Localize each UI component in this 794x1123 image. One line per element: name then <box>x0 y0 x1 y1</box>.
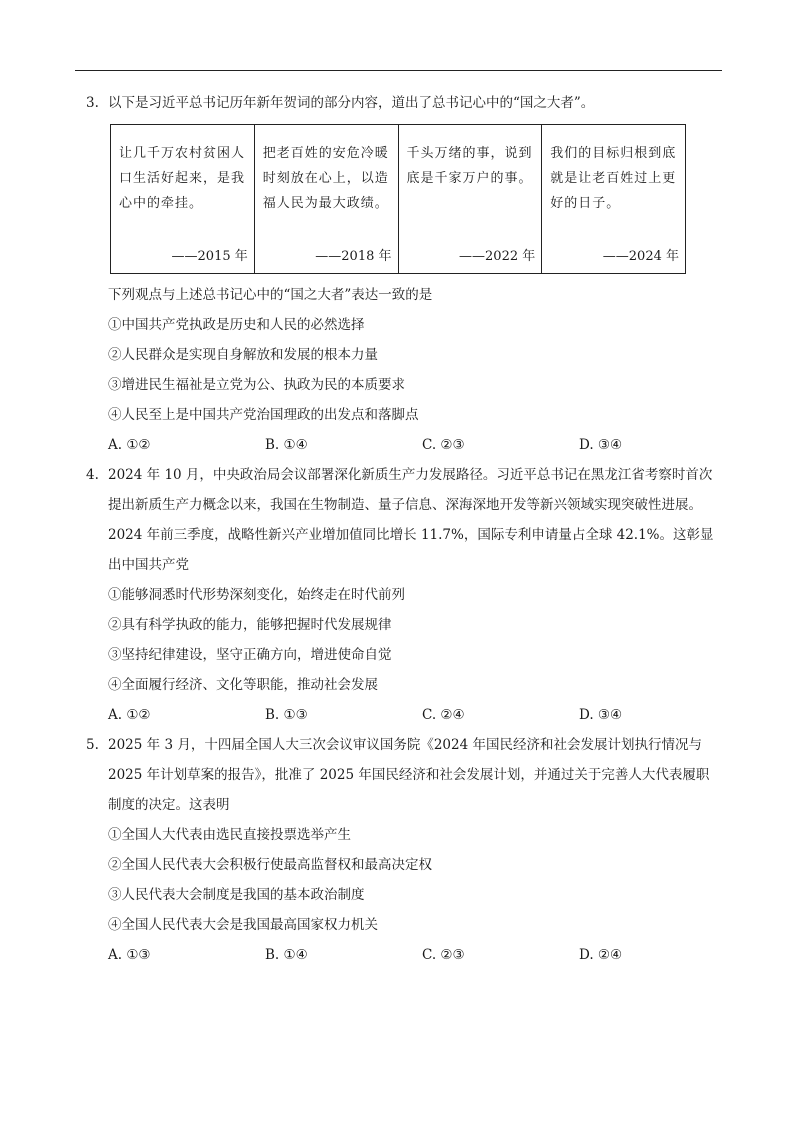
statement-4: ④人民至上是中国共产党治国理政的出发点和落脚点 <box>108 407 419 423</box>
option-c[interactable]: C. ②③ <box>422 947 465 963</box>
quote-cell: 让几千万农村贫困人口生活好起来，是我心中的牵挂。 ——2015 年 <box>111 125 255 274</box>
option-b[interactable]: B. ①③ <box>265 707 308 723</box>
quote-year: ——2022 年 <box>459 249 536 264</box>
question-number: 3. <box>86 95 99 111</box>
statement-2: ②人民群众是实现自身解放和发展的根本力量 <box>108 347 378 363</box>
quote-year: ——2018 年 <box>315 249 392 264</box>
header-rule <box>75 70 722 71</box>
option-b[interactable]: B. ①④ <box>265 947 308 963</box>
question-stem: 3. 以下是习近平总书记历年新年贺词的部分内容，道出了总书记心中的“国之大者”。 <box>86 88 716 118</box>
statement-3: ③人民代表大会制度是我国的基本政治制度 <box>108 887 365 903</box>
statement-1: ①能够洞悉时代形势深刻变化，始终走在时代前列 <box>108 587 405 603</box>
statement-3: ③增进民生福祉是立党为公、执政为民的本质要求 <box>108 377 405 393</box>
question-number: 4. <box>86 467 99 483</box>
question-number: 5. <box>86 737 99 753</box>
statement-4: ④全面履行经济、文化等职能，推动社会发展 <box>108 677 378 693</box>
option-c[interactable]: C. ②④ <box>422 707 465 723</box>
quote-year: ——2015 年 <box>171 249 248 264</box>
statement-2: ②全国人民代表大会积极行使最高监督权和最高决定权 <box>108 857 432 873</box>
question-stem: 4. 2024 年 10 月，中央政治局会议部署深化新质生产力发展路径。习近平总书记在黑龙江省考察时首次提出新质生产力概念以来，我国在生物制造、量子信息、深海深地开发等新兴领域实现突破性进展。2024 年前三季度，战略性新兴产业增加值同比增长 11.7%，国际专利申请量占全球 42.1%。这彰显出中国共产党 <box>86 460 716 580</box>
question-5 <box>86 730 716 970</box>
quote-cell: 千头万绪的事，说到底是千家万户的事。 ——2022 年 <box>398 125 542 274</box>
option-d[interactable]: D. ②④ <box>579 947 623 963</box>
quote-cell: 我们的目标归根到底就是让老百姓过上更好的日子。 ——2024 年 <box>542 125 686 274</box>
question-4 <box>86 460 716 730</box>
question-ask: 下列观点与上述总书记心中的“国之大者”表达一致的是 <box>108 287 433 303</box>
statement-2: ②具有科学执政的能力，能够把握时代发展规律 <box>108 617 392 633</box>
option-d[interactable]: D. ③④ <box>579 437 623 453</box>
exam-content <box>86 88 716 970</box>
option-b[interactable]: B. ①④ <box>265 437 308 453</box>
question-stem: 5. 2025 年 3 月，十四届全国人大三次会议审议国务院《2024 年国民经济和社会发展计划执行情况与 2025 年计划草案的报告》，批准了 2025 年国民经济和社会发展计划，并通过关于完善人大代表履职制度的决定。这表明 <box>86 730 716 820</box>
option-a[interactable]: A. ①③ <box>108 947 151 963</box>
statement-1: ①中国共产党执政是历史和人民的必然选择 <box>108 317 365 333</box>
answer-options <box>108 940 716 970</box>
quote-table <box>110 124 686 274</box>
answer-options <box>108 700 716 730</box>
option-a[interactable]: A. ①② <box>108 707 151 723</box>
quote-cell: 把老百姓的安危冷暖时刻放在心上，以造福人民为最大政绩。 ——2018 年 <box>254 125 398 274</box>
statement-4: ④全国人民代表大会是我国最高国家权力机关 <box>108 917 378 933</box>
option-d[interactable]: D. ③④ <box>579 707 623 723</box>
quote-year: ——2024 年 <box>602 249 679 264</box>
option-a[interactable]: A. ①② <box>108 437 151 453</box>
statement-1: ①全国人大代表由选民直接投票选举产生 <box>108 827 351 843</box>
answer-options <box>108 430 716 460</box>
question-3 <box>86 88 716 460</box>
option-c[interactable]: C. ②③ <box>422 437 465 453</box>
statement-3: ③坚持纪律建设，坚守正确方向，增进使命自觉 <box>108 647 392 663</box>
